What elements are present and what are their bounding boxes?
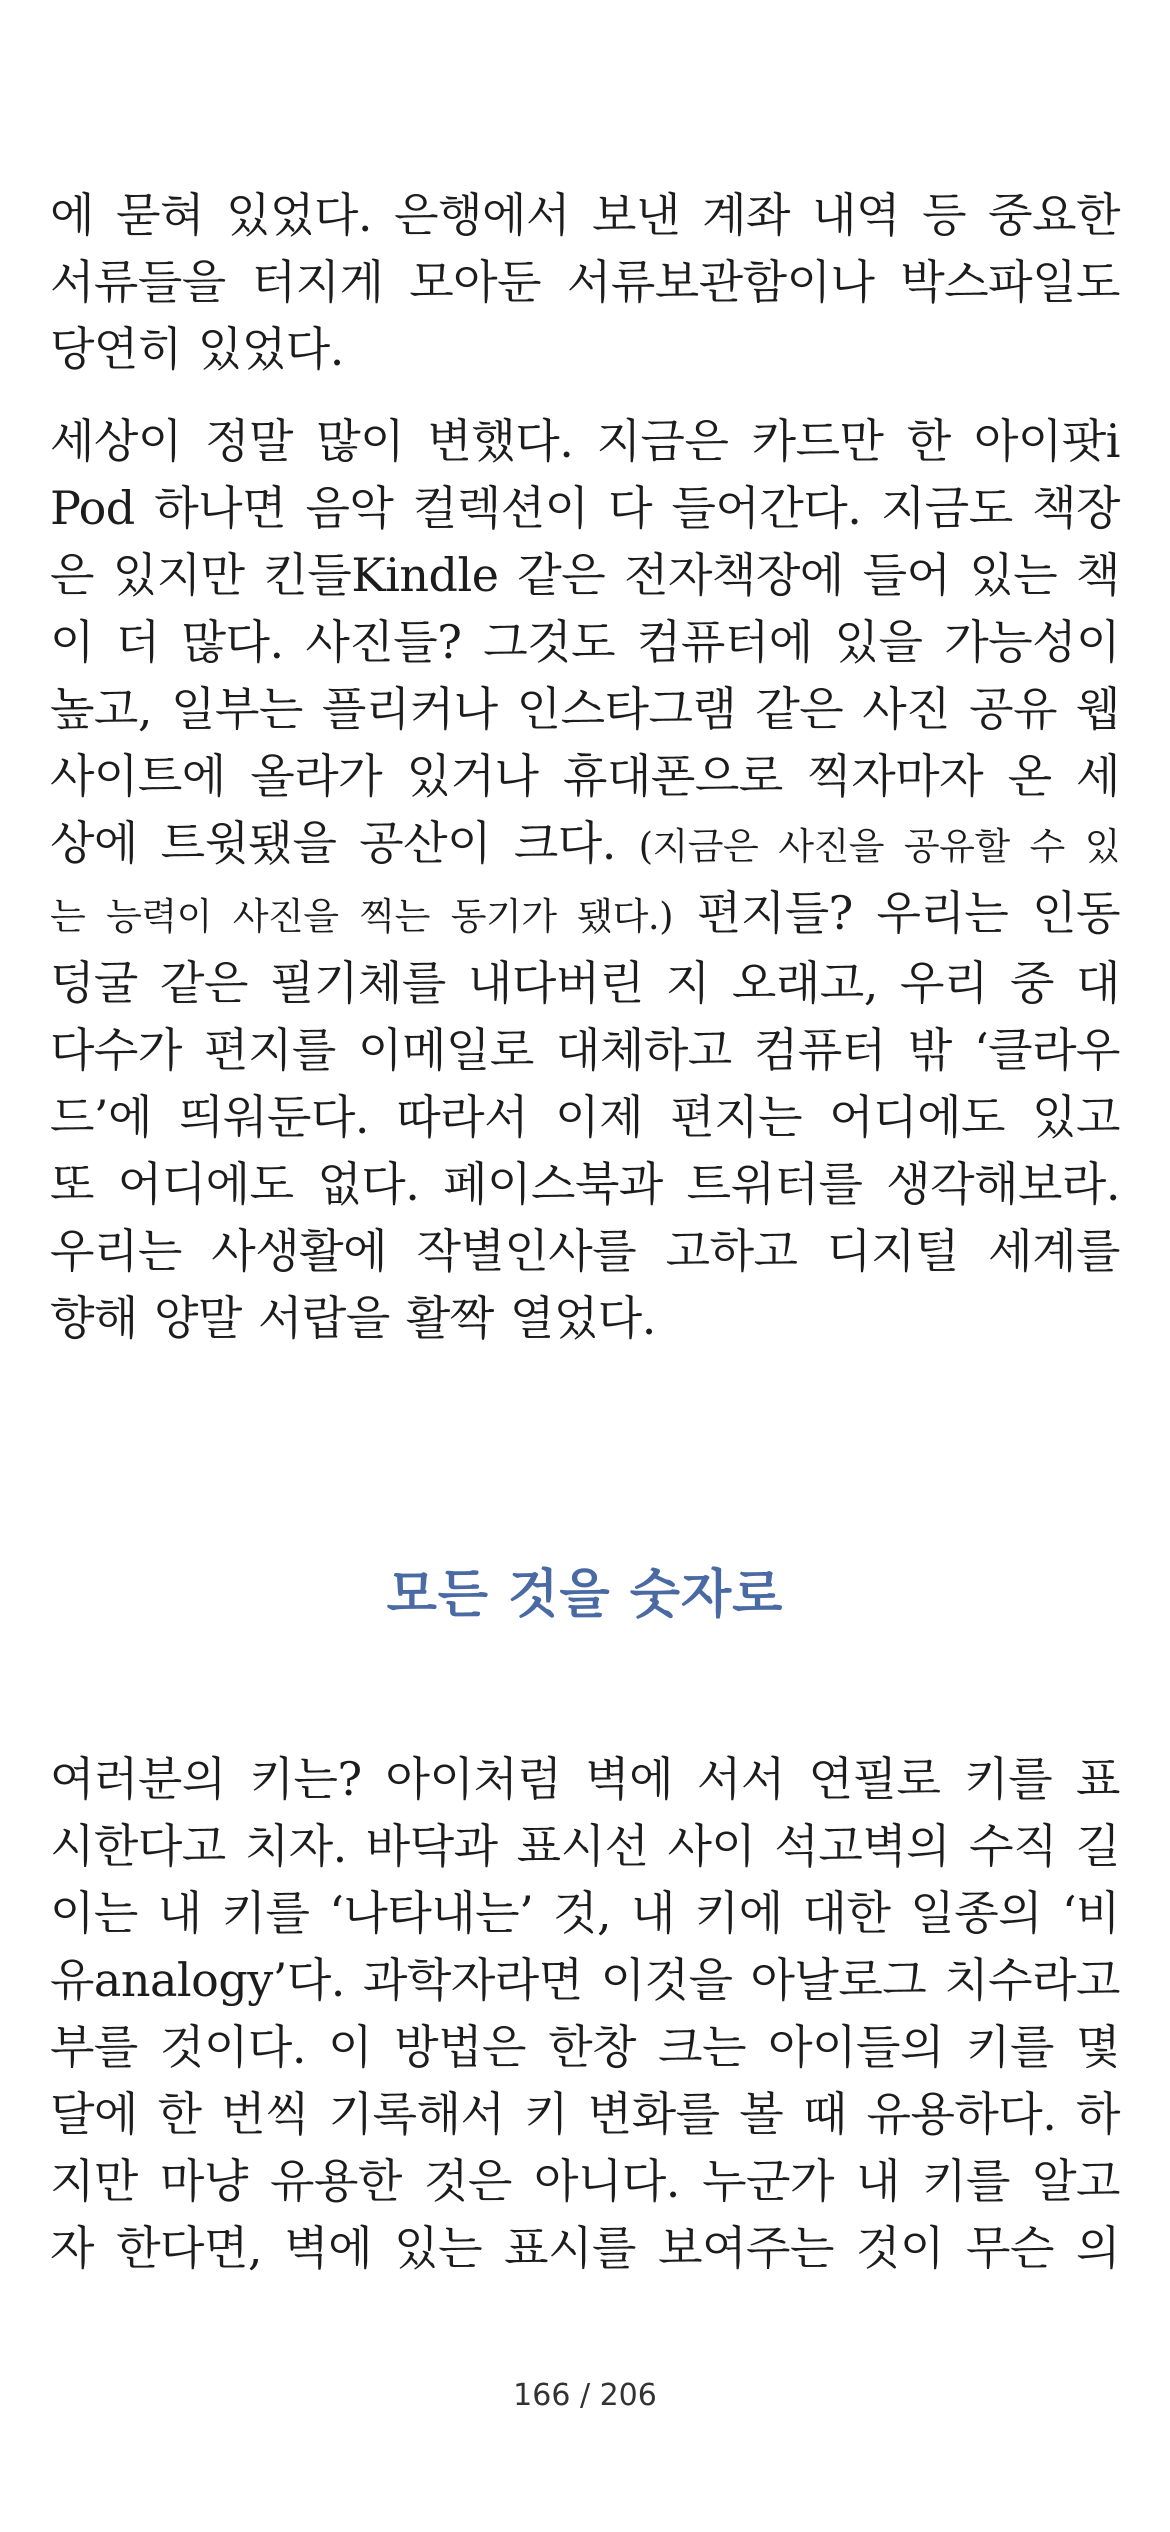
page-indicator: 166 / 206 (513, 2378, 657, 2413)
text-line: Pod 하나면 음악 컬렉션이 다 들어간다. 지금도 책장 (50, 481, 1120, 535)
text-line: 자 한다면, 벽에 있는 표시를 보여주는 것이 무슨 의 (50, 2221, 1120, 2275)
text-line: 이 더 많다. 사진들? 그것도 컴퓨터에 있을 가능성이 (50, 615, 1120, 669)
text-line: 당연히 있었다. (50, 322, 344, 376)
text-line: 다수가 편지를 이메일로 대체하고 컴퓨터 밖 ‘클라우 (50, 1023, 1120, 1077)
text-line: 덩굴 같은 필기체를 내다버린 지 오래고, 우리 중 대 (50, 956, 1120, 1010)
section-heading: 모든 것을 숫자로 (386, 1565, 784, 1625)
text-line: 사이트에 올라가 있거나 휴대폰으로 찍자마자 온 세 (50, 749, 1120, 803)
text-line: 부를 것이다. 이 방법은 한창 크는 아이들의 키를 몇 (50, 2020, 1120, 2074)
paragraph-2 (50, 408, 1120, 1352)
text-line: 시한다고 치자. 바닥과 표시선 사이 석고벽의 수직 길 (50, 1819, 1120, 1873)
text-line: 향해 양말 서랍을 활짝 열었다. (50, 1291, 656, 1345)
parenthetical-note: (지금은 사진을 공유할 수 있 (638, 825, 1120, 868)
text-line: 유analogy’다. 과학자라면 이것을 아날로그 치수라고 (50, 1953, 1120, 2007)
text-line: 높고, 일부는 플리커나 인스타그램 같은 사진 공유 웹 (50, 682, 1120, 736)
text-line: 서류들을 터지게 모아둔 서류보관함이나 박스파일도 (50, 255, 1120, 309)
text-line: 여러분의 키는? 아이처럼 벽에 서서 연필로 키를 표 (50, 1752, 1120, 1806)
text-line (50, 810, 1120, 880)
text-segment: 편지들? 우리는 인동 (673, 886, 1120, 940)
text-line: 또 어디에도 없다. 페이스북과 트위터를 생각해보라. (50, 1157, 1120, 1211)
text-line: 지만 마냥 유용한 것은 아니다. 누군가 내 키를 알고 (50, 2154, 1120, 2208)
parenthetical-note: 는 능력이 사진을 찍는 동기가 됐다.) (50, 895, 674, 938)
paragraph-3 (50, 1746, 1120, 2282)
text-line: 드’에 띄워둔다. 따라서 이제 편지는 어디에도 있고 (50, 1090, 1120, 1144)
text-line (50, 880, 1120, 950)
paragraph-1 (50, 182, 1120, 383)
text-line: 세상이 정말 많이 변했다. 지금은 카드만 한 아이팟i (50, 414, 1120, 468)
text-line: 우리는 사생활에 작별인사를 고하고 디지털 세계를 (50, 1224, 1120, 1278)
text-line: 은 있지만 킨들Kindle 같은 전자책장에 들어 있는 책 (50, 548, 1120, 602)
text-line: 달에 한 번씩 기록해서 키 변화를 볼 때 유용하다. 하 (50, 2087, 1120, 2141)
text-line: 에 묻혀 있었다. 은행에서 보낸 계좌 내역 등 중요한 (50, 188, 1120, 242)
text-segment: 상에 트윗됐을 공산이 크다. (50, 816, 639, 870)
text-line: 이는 내 키를 ‘나타내는’ 것, 내 키에 대한 일종의 ‘비 (50, 1886, 1120, 1940)
